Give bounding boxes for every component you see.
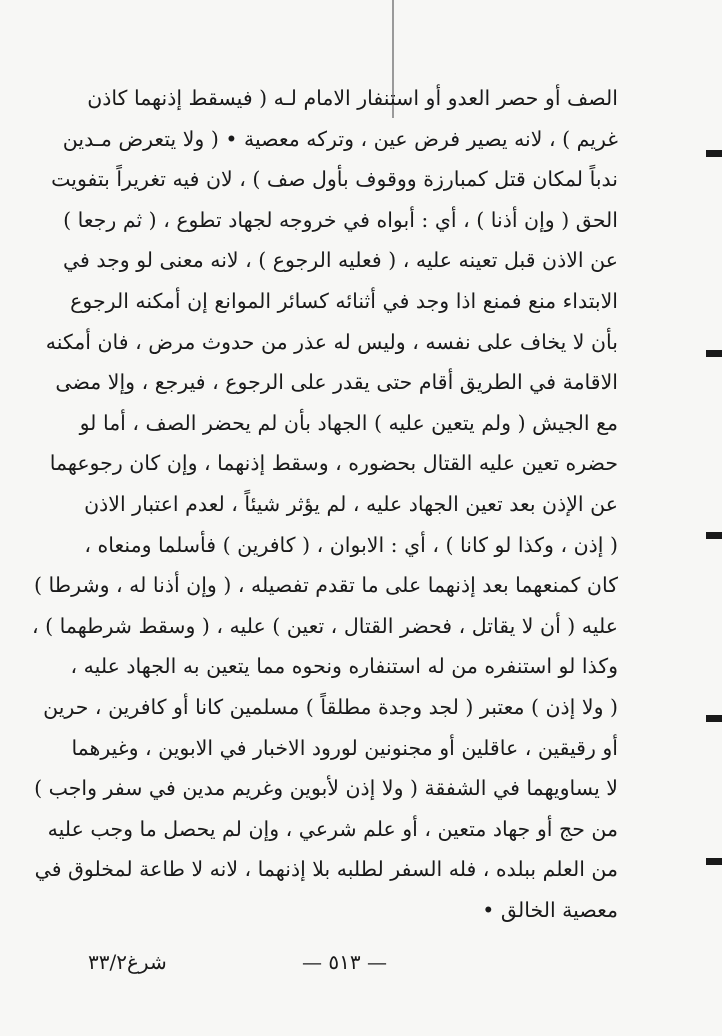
text-line: من حج أو جهاد متعين ، أو علم شرعي ، وإن لم يحصل ما وجب عليه (47, 816, 618, 841)
text-line: الابتداء منع فمنع اذا وجد في أثنائه كسائر الموانع إن أمكنه الرجوع (70, 288, 618, 313)
text-line: عن الإذن بعد تعين الجهاد عليه ، لم يؤثر شيئاً ، لعدم اعتبار الاذن (84, 491, 618, 516)
text-line: لا يساويهما في الشفقة ( ولا إذن لأبوين وغريم مدين في سفر واجب ) (34, 776, 618, 801)
text-line: غريم ) ، لانه يصير فرض عين ، وتركه معصية • ( ولا يتعرض مـدين (62, 126, 618, 151)
text-line: من العلم ببلده ، فله السفر لطلبه بلا إذنهما ، لانه لا طاعة لمخلوق في (34, 857, 618, 882)
text-line: حضره تعين عليه القتال بحضوره ، وسقط إذنهما ، وإن كان رجوعهما (49, 451, 618, 476)
text-line: الحق ( وإن أذنا ) ، أي : أبواه في خروجه لجهاد تطوع ، ( ثم رجعا ) (63, 207, 618, 232)
text-line: بأن لا يخاف على نفسه ، وليس له عذر من حدوث مرض ، فان أمكنه (45, 329, 618, 354)
body-text (31, 78, 618, 930)
text-line: ندباً لمكان قتل كمبارزة ووقوف بأول صف ) ، لان فيه تغريراً بتفويت (51, 167, 618, 192)
page-number: — ٥١٣ — (302, 950, 387, 974)
text-line: ( إذن ، وكذا لو كانا ) ، أي : الابوان ، ( كافرين ) فأسلما ومنعاه ، (84, 532, 618, 557)
text-line: معصية الخالق • (482, 897, 618, 922)
text-line: الاقامة في الطريق أقام حتى يقدر على الرجوع ، فيرجع ، وإلا مضى (55, 370, 618, 395)
text-line: وكذا لو استنفره من له استنفاره ونحوه مما يتعين به الجهاد عليه ، (70, 654, 618, 679)
signature-code: شرغ٣٣/٢ (88, 950, 167, 974)
text-line: ( ولا إذن ) معتبر ( لجد وجدة مطلقاً ) مسلمين كانا أو كافرين ، حرين (43, 694, 618, 719)
margin-mark (706, 532, 722, 539)
text-line: عن الاذن قبل تعينه عليه ، ( فعليه الرجوع ) ، لانه معنى لو وجد في (62, 248, 618, 273)
text-line: الصف أو حصر العدو أو استنفار الامام لـه ( فيسقط إذنهما كاذن (87, 86, 618, 110)
page-footer (0, 950, 722, 982)
text-line: أو رقيقين ، عاقلين أو مجنونين لورود الاخبار في الابوين ، وغيرهما (71, 735, 618, 760)
text-line: مع الجيش ( ولم يتعين عليه ) الجهاد بأن لم يحضر الصف ، أما لو (79, 410, 618, 435)
text-line: عليه ( أن لا يقاتل ، فحضر القتال ، تعين ) عليه ، ( وسقط شرطهما ) ، (31, 613, 618, 638)
text-line: كان كمنعهما بعد إذنهما على ما تقدم تفصيله ، ( وإن أذنا له ، وشرطا ) (34, 573, 618, 598)
margin-mark (706, 350, 722, 357)
margin-mark (706, 858, 722, 865)
margin-mark (706, 715, 722, 722)
margin-mark (706, 150, 722, 157)
